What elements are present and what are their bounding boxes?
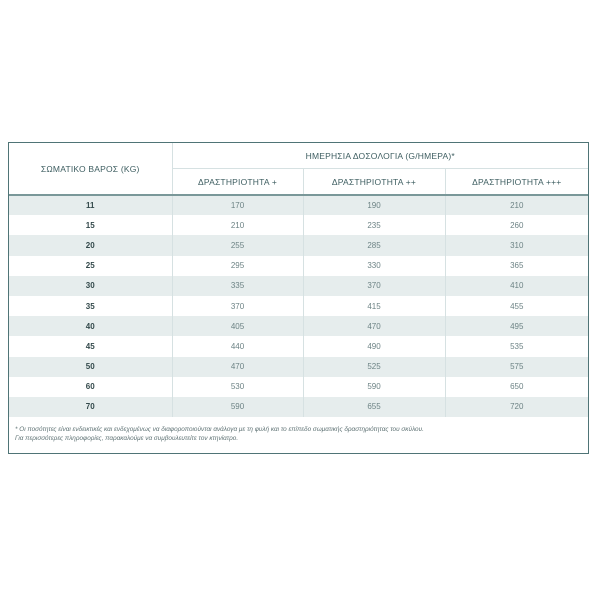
dosage-cell: 590 [172, 397, 303, 417]
dosage-cell: 405 [172, 316, 303, 336]
dosage-cell: 310 [445, 235, 588, 255]
weight-cell: 50 [9, 357, 172, 377]
dosage-cell: 255 [172, 235, 303, 255]
dosage-cell: 455 [445, 296, 588, 316]
weight-cell: 70 [9, 397, 172, 417]
dosage-cell: 575 [445, 357, 588, 377]
weight-cell: 11 [9, 195, 172, 215]
daily-dosage-header: ΗΜΕΡΗΣΙΑ ΔΟΣΟΛΟΓΙΑ (G/ΗΜΕΡΑ)* [172, 143, 588, 169]
dosage-cell: 415 [303, 296, 445, 316]
activity-header-1: ΔΡΑΣΤΗΡΙΟΤΗΤΑ + [172, 169, 303, 196]
table-row [9, 276, 588, 296]
dosage-cell: 260 [445, 215, 588, 235]
dosage-cell: 170 [172, 195, 303, 215]
table-row [9, 195, 588, 215]
weight-cell: 15 [9, 215, 172, 235]
weight-cell: 30 [9, 276, 172, 296]
dosage-cell: 490 [303, 336, 445, 356]
weight-cell: 40 [9, 316, 172, 336]
dosage-cell: 210 [172, 215, 303, 235]
dosage-cell: 495 [445, 316, 588, 336]
table-row [9, 397, 588, 417]
footnote-line-2: Για περισσότερες πληροφορίες, παρακαλούμε να συμβουλευτείτε τον κτηνίατρο. [15, 435, 239, 442]
dosage-table [9, 143, 588, 417]
dosage-cell: 190 [303, 195, 445, 215]
dosage-cell: 655 [303, 397, 445, 417]
dosage-table-frame [8, 142, 589, 454]
activity-header-2: ΔΡΑΣΤΗΡΙΟΤΗΤΑ ++ [303, 169, 445, 196]
dosage-cell: 535 [445, 336, 588, 356]
dosage-cell: 525 [303, 357, 445, 377]
dosage-cell: 530 [172, 377, 303, 397]
table-row [9, 357, 588, 377]
dosage-cell: 365 [445, 256, 588, 276]
weight-cell: 45 [9, 336, 172, 356]
dosage-cell: 470 [303, 316, 445, 336]
dosage-cell: 440 [172, 336, 303, 356]
dosage-cell: 370 [303, 276, 445, 296]
weight-cell: 20 [9, 235, 172, 255]
table-row [9, 336, 588, 356]
table-row [9, 377, 588, 397]
table-row [9, 215, 588, 235]
weight-column-header: ΣΩΜΑΤΙΚΟ ΒΑΡΟΣ (KG) [9, 143, 172, 195]
dosage-cell: 235 [303, 215, 445, 235]
dosage-cell: 590 [303, 377, 445, 397]
dosage-cell: 210 [445, 195, 588, 215]
dosage-cell: 410 [445, 276, 588, 296]
table-header [9, 143, 588, 195]
table-row [9, 256, 588, 276]
weight-cell: 60 [9, 377, 172, 397]
table-body [9, 195, 588, 417]
dosage-cell: 470 [172, 357, 303, 377]
weight-cell: 35 [9, 296, 172, 316]
weight-cell: 25 [9, 256, 172, 276]
dosage-cell: 330 [303, 256, 445, 276]
dosage-cell: 650 [445, 377, 588, 397]
table-row [9, 316, 588, 336]
dosage-cell: 370 [172, 296, 303, 316]
footnote [15, 425, 424, 443]
footnote-line-1: * Οι ποσότητες είναι ενδεικτικές και ενδεχομένως να διαφοροποιούνται ανάλογα με τη φυλή και το επίπεδο σωματικής δραστηριότητας του σκύλου. [15, 426, 424, 433]
dosage-cell: 335 [172, 276, 303, 296]
activity-header-3: ΔΡΑΣΤΗΡΙΟΤΗΤΑ +++ [445, 169, 588, 196]
table-row [9, 235, 588, 255]
dosage-cell: 720 [445, 397, 588, 417]
dosage-cell: 295 [172, 256, 303, 276]
dosage-cell: 285 [303, 235, 445, 255]
table-row [9, 296, 588, 316]
